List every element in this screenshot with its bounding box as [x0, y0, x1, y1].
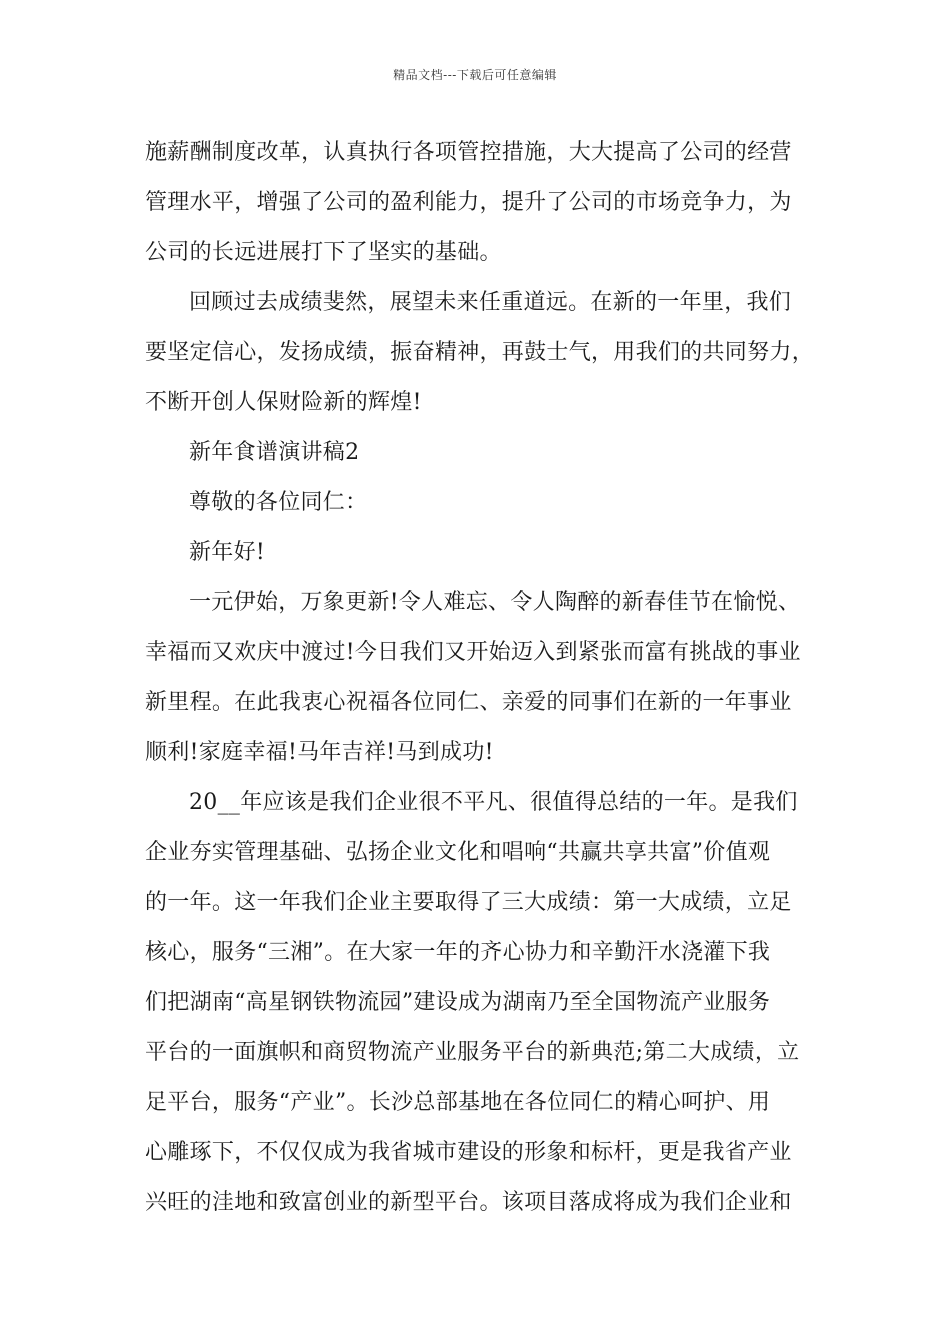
text-line: 核心，服务“三湘”。在大家一年的齐心协力和辛勤汗水浇灌下我 — [145, 940, 771, 965]
page-header: 精品文档---下载后可任意编辑 — [393, 68, 557, 82]
text-line: 20__年应该是我们企业很不平凡、很值得总结的一年。是我们 — [189, 790, 798, 815]
text-line: 的一年。这一年我们企业主要取得了三大成绩：第一大成绩，立足 — [145, 890, 792, 915]
text-line: 公司的长远进展打下了坚实的基础。 — [145, 240, 502, 265]
document-body — [145, 128, 825, 1228]
text-line: 管理水平，增强了公司的盈利能力，提升了公司的市场竞争力，为 — [145, 190, 792, 215]
text-line: 足平台，服务“产业”。长沙总部基地在各位同仁的精心呵护、用 — [145, 1090, 771, 1115]
text-line: 回顾过去成绩斐然，展望未来任重道远。在新的一年里，我们 — [189, 290, 792, 315]
text-line: 平台的一面旗帜和商贸物流产业服务平台的新典范;第二大成绩，立 — [145, 1040, 800, 1065]
text-line: 心雕琢下，不仅仅成为我省城市建设的形象和标杆，更是我省产业 — [145, 1140, 792, 1165]
text-line: 幸福而又欢庆中渡过!今日我们又开始迈入到紧张而富有挑战的事业 — [145, 640, 801, 665]
section-title: 新年食谱演讲稿2 — [189, 440, 360, 465]
text-line: 顺利!家庭幸福!马年吉祥!马到成功! — [145, 740, 494, 765]
text-line: 新里程。在此我衷心祝福各位同仁、亲爱的同事们在新的一年事业 — [145, 690, 792, 715]
text-line: 企业夯实管理基础、弘扬企业文化和唱响“共赢共享共富”价值观 — [145, 840, 771, 865]
greeting: 新年好! — [189, 540, 266, 565]
salutation: 尊敬的各位同仁： — [189, 490, 368, 515]
text-line: 不断开创人保财险新的辉煌! — [145, 390, 422, 415]
text-line: 兴旺的洼地和致富创业的新型平台。该项目落成将成为我们企业和 — [145, 1190, 792, 1215]
text-line: 一元伊始，万象更新!令人难忘、令人陶醉的新春佳节在愉悦、 — [189, 590, 801, 615]
text-line: 们把湖南“高星钢铁物流园”建设成为湖南乃至全国物流产业服务 — [145, 990, 771, 1015]
text-line: 施薪酬制度改革，认真执行各项管控措施，大大提高了公司的经营 — [145, 140, 792, 165]
text-line: 要坚定信心，发扬成绩，振奋精神，再鼓士气，用我们的共同努力， — [145, 340, 815, 365]
